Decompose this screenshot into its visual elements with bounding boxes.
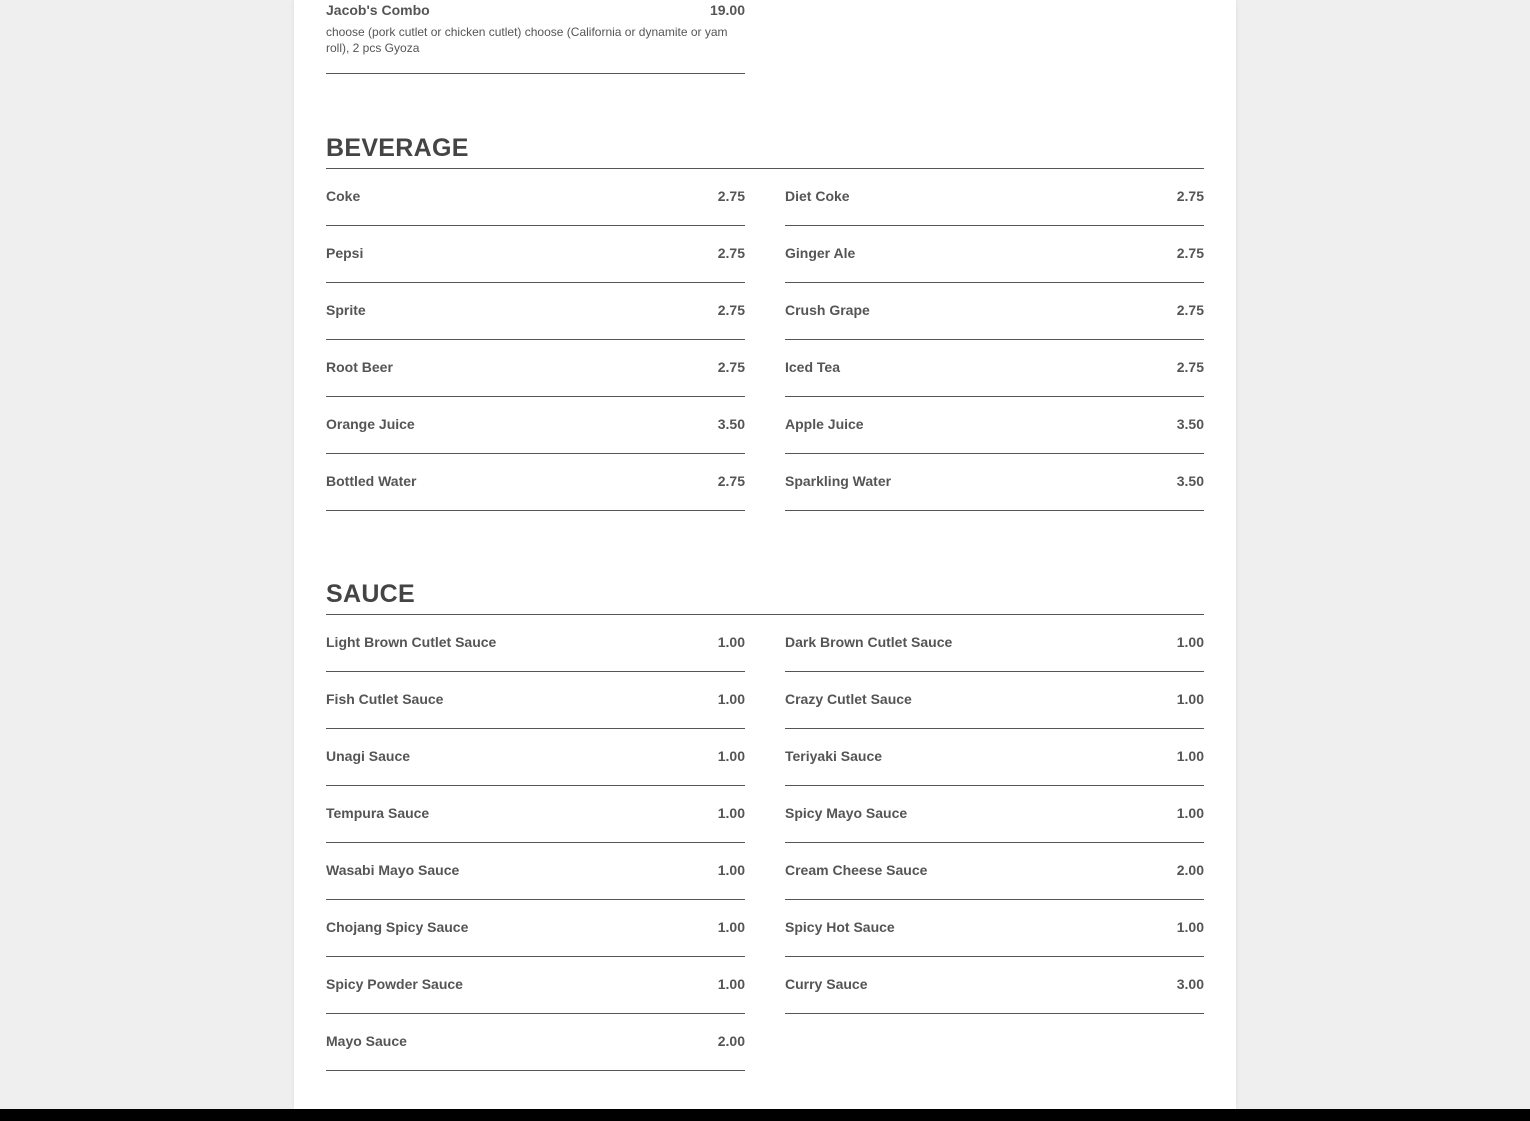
menu-item-price: 2.75 xyxy=(717,245,745,261)
menu-item-name: Iced Tea xyxy=(785,359,840,375)
menu-item-name: Light Brown Cutlet Sauce xyxy=(326,634,497,650)
menu-item-name: Spicy Mayo Sauce xyxy=(785,805,908,821)
menu-item-price: 1.00 xyxy=(1176,919,1204,935)
menu-item[interactable] xyxy=(326,843,745,900)
menu-item-price: 3.50 xyxy=(717,416,745,432)
menu-item-name: Wasabi Mayo Sauce xyxy=(326,862,460,878)
menu-item[interactable] xyxy=(326,226,745,283)
menu-item-name: Sparkling Water xyxy=(785,473,892,489)
menu-item-price: 2.75 xyxy=(717,473,745,489)
menu-item-price: 2.75 xyxy=(717,302,745,318)
sauce-column-left xyxy=(326,615,745,1071)
menu-item-name: Tempura Sauce xyxy=(326,805,430,821)
menu-item[interactable] xyxy=(785,283,1204,340)
menu-item-name: Curry Sauce xyxy=(785,976,868,992)
menu-item-name: Unagi Sauce xyxy=(326,748,411,764)
menu-item-price: 1.00 xyxy=(1176,634,1204,650)
menu-item-price: 3.00 xyxy=(1176,976,1204,992)
beverage-column-right xyxy=(785,169,1204,511)
section-sauce xyxy=(326,574,1204,1071)
menu-item[interactable] xyxy=(326,615,745,672)
menu-item-name: Crazy Cutlet Sauce xyxy=(785,691,912,707)
menu-item[interactable] xyxy=(785,397,1204,454)
menu-item[interactable] xyxy=(785,454,1204,511)
menu-item[interactable] xyxy=(326,340,745,397)
section-beverage xyxy=(326,128,1204,511)
menu-item-name: Spicy Powder Sauce xyxy=(326,976,463,992)
menu-item[interactable] xyxy=(326,169,745,226)
menu-item-name: Sprite xyxy=(326,302,366,318)
menu-item-price: 2.75 xyxy=(717,188,745,204)
menu-item-jacobs-combo[interactable] xyxy=(326,0,745,74)
menu-item-header xyxy=(326,0,745,20)
footer-bar xyxy=(0,1109,1530,1121)
menu-item-price: 2.00 xyxy=(1176,862,1204,878)
sauce-column-right xyxy=(785,615,1204,1071)
menu-item-name: Spicy Hot Sauce xyxy=(785,919,895,935)
sauce-grid xyxy=(326,615,1204,1071)
menu-item-name: Cream Cheese Sauce xyxy=(785,862,928,878)
menu-item-price: 1.00 xyxy=(1176,748,1204,764)
menu-item-name: Pepsi xyxy=(326,245,364,261)
menu-item[interactable] xyxy=(326,957,745,1014)
menu-page xyxy=(294,0,1236,1109)
menu-item[interactable] xyxy=(326,729,745,786)
menu-item[interactable] xyxy=(785,843,1204,900)
menu-item[interactable] xyxy=(785,169,1204,226)
menu-item-name: Teriyaki Sauce xyxy=(785,748,883,764)
menu-item[interactable] xyxy=(785,900,1204,957)
menu-item-name: Root Beer xyxy=(326,359,393,375)
menu-item-price: 1.00 xyxy=(717,976,745,992)
section-title-beverage: BEVERAGE xyxy=(326,128,1204,169)
menu-item-price: 2.75 xyxy=(1176,302,1204,318)
menu-item-name: Fish Cutlet Sauce xyxy=(326,691,444,707)
menu-item-price: 1.00 xyxy=(717,862,745,878)
menu-item-name: Jacob's Combo xyxy=(326,2,430,18)
menu-item-name: Bottled Water xyxy=(326,473,417,489)
menu-item[interactable] xyxy=(326,454,745,511)
menu-item-price: 3.50 xyxy=(1176,473,1204,489)
menu-item-price: 1.00 xyxy=(717,805,745,821)
menu-item[interactable] xyxy=(785,340,1204,397)
menu-item[interactable] xyxy=(326,397,745,454)
menu-item-price: 2.00 xyxy=(717,1033,745,1049)
beverage-column-left xyxy=(326,169,745,511)
menu-item-price: 3.50 xyxy=(1176,416,1204,432)
menu-item-price: 2.75 xyxy=(1176,359,1204,375)
menu-item-name: Orange Juice xyxy=(326,416,415,432)
menu-item[interactable] xyxy=(785,226,1204,283)
menu-item-price: 1.00 xyxy=(1176,691,1204,707)
menu-item-name: Coke xyxy=(326,188,361,204)
menu-item-price: 1.00 xyxy=(717,748,745,764)
menu-item-name: Ginger Ale xyxy=(785,245,856,261)
menu-item-description: choose (pork cutlet or chicken cutlet) choose (California or dynamite or yam roll), 2 pcs Gyoza xyxy=(326,25,728,55)
menu-item[interactable] xyxy=(785,957,1204,1014)
menu-item-name: Mayo Sauce xyxy=(326,1033,407,1049)
menu-item[interactable] xyxy=(785,672,1204,729)
menu-item-price: 1.00 xyxy=(717,919,745,935)
menu-item[interactable] xyxy=(326,786,745,843)
beverage-grid xyxy=(326,169,1204,511)
menu-item-price: 2.75 xyxy=(1176,245,1204,261)
menu-item-name: Chojang Spicy Sauce xyxy=(326,919,469,935)
menu-item-price: 2.75 xyxy=(1176,188,1204,204)
menu-item-name: Crush Grape xyxy=(785,302,870,318)
menu-item-price: 1.00 xyxy=(1176,805,1204,821)
menu-item[interactable] xyxy=(326,1014,745,1071)
menu-item-price: 19.00 xyxy=(709,2,745,18)
menu-item-price: 2.75 xyxy=(717,359,745,375)
menu-item-name: Dark Brown Cutlet Sauce xyxy=(785,634,953,650)
menu-item-price: 1.00 xyxy=(717,691,745,707)
menu-item[interactable] xyxy=(326,672,745,729)
section-title-sauce: SAUCE xyxy=(326,574,1204,615)
menu-item-name: Diet Coke xyxy=(785,188,850,204)
menu-item[interactable] xyxy=(785,615,1204,672)
menu-item-price: 1.00 xyxy=(717,634,745,650)
menu-item[interactable] xyxy=(326,900,745,957)
menu-item[interactable] xyxy=(326,283,745,340)
menu-item-name: Apple Juice xyxy=(785,416,864,432)
menu-item[interactable] xyxy=(785,786,1204,843)
menu-item[interactable] xyxy=(785,729,1204,786)
